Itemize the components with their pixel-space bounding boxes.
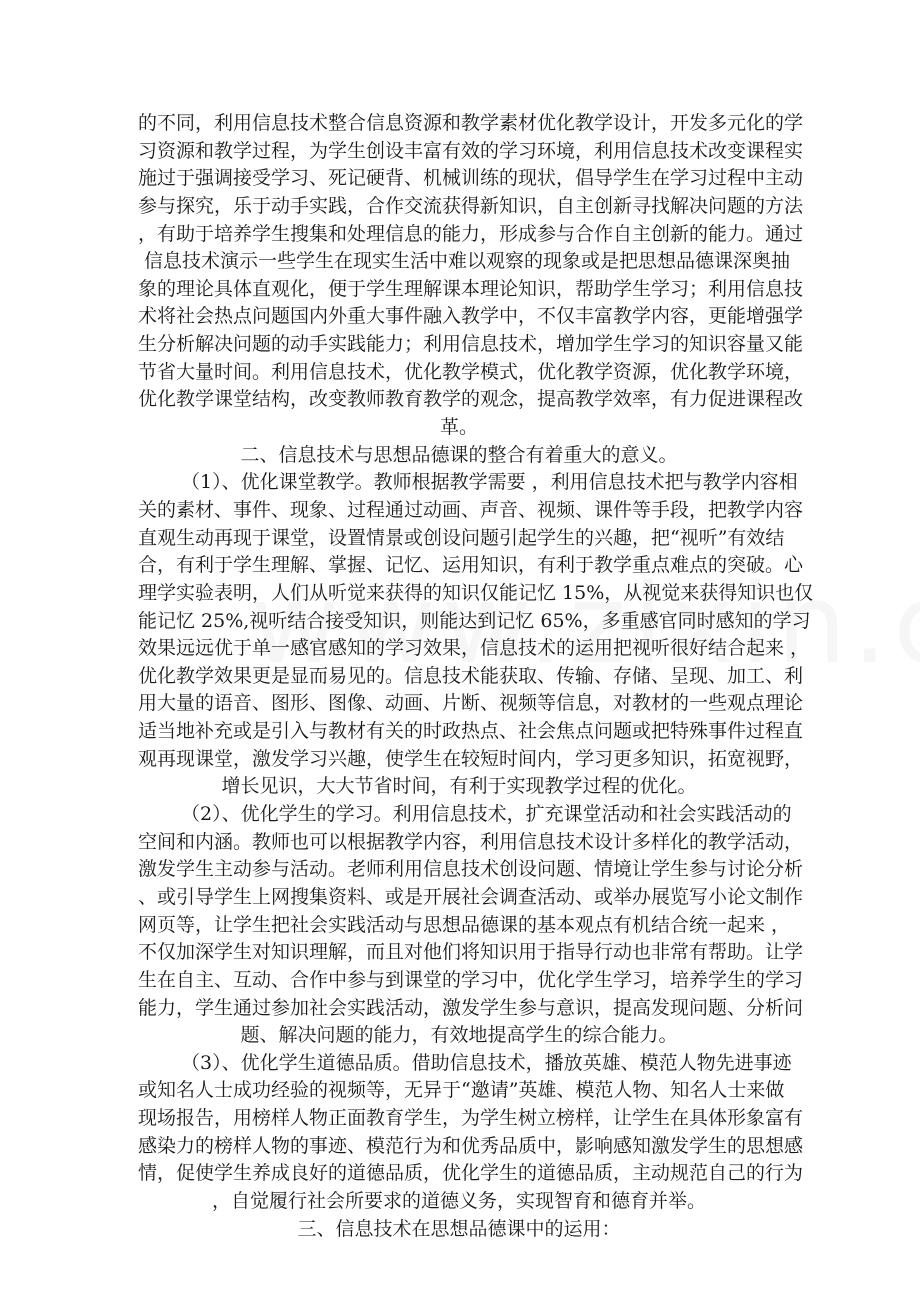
text-line: ，自觉履行社会所要求的道德义务，实现智育和德育并举。 <box>211 1189 706 1212</box>
text-line: 能记忆 25%,视听结合接受知识，则能达到记忆 65%，多重感官同时感知的学习 <box>138 609 811 632</box>
text-line: 增长见识，大大节省时间，有利于实现教学过程的优化。 <box>221 775 697 798</box>
text-line: 优化教学课堂结构，改变教师教育教学的观念，提高教学效率，有力促进课程改 <box>138 388 804 411</box>
text-line: 情，促使学生养成良好的道德品质，优化学生的道德品质，主动规范自己的行为 <box>138 1162 804 1185</box>
text-line: 现场报告，用榜样人物正面教育学生，为学生树立榜样，让学生在具体形象富有 <box>138 1107 804 1130</box>
document-body <box>138 110 814 1243</box>
text-line: 习资源和教学过程，为学生创设丰富有效的学习环境，利用信息技术改变课程实 <box>138 139 804 162</box>
text-line: 革。 <box>439 416 478 439</box>
text-line: 的不同，利用信息技术整合信息资源和教学素材优化教学设计，开发多元化的学 <box>138 112 804 134</box>
section-heading: 二、信息技术与思想品德课的整合有着重大的意义。 <box>240 443 678 466</box>
text-line: 生在自主、互动、合作中参与到课堂的学习中，优化学生学习，培养学生的学习 <box>138 968 804 991</box>
section-heading: 三、信息技术在思想品德课中的运用： <box>297 1217 621 1240</box>
text-line: 或知名人士成功经验的视频等，无异于“邀请”英雄、模范人物、知名人士来做 <box>138 1079 785 1102</box>
paragraph-start-line: （1）、优化课堂教学。教师根据教学需要 ，利用信息技术把与教学内容相 <box>181 471 798 494</box>
text-line: 不仅加深学生对知识理解，而且对他们将知识用于指导行动也非常有帮助。让学 <box>138 941 804 964</box>
text-line: 效果远远优于单一感官感知的学习效果，信息技术的运用把视听很好结合起来 ， <box>138 637 810 660</box>
text-line: 关的素材、事件、现象、过程通过动画、声音、视频、课件等手段，把教学内容 <box>138 498 804 521</box>
text-line: 生分析解决问题的动手实践能力；利用信息技术，增加学生学习的知识容量又能 <box>138 333 804 356</box>
paragraph-start-line: （2）、优化学生的学习。利用信息技术，扩充课堂活动和社会实践活动的 <box>181 803 792 826</box>
text-line: 合，有利于学生理解、掌握、记忆、运用知识，有利于教学重点难点的突破。心 <box>138 554 804 577</box>
text-line: 激发学生主动参与活动。老师利用信息技术创设问题、情境让学生参与讨论分析 <box>138 858 804 881</box>
text-line: ，有助于培养学生搜集和处理信息的能力，形成参与合作自主创新的能力。通过 <box>138 222 804 245</box>
text-line: 题、解决问题的能力，有效地提高学生的综合能力。 <box>240 1024 678 1047</box>
text-line: 优化教学效果更是显而易见的。信息技术能获取、传输、存储、呈现、加工、利 <box>138 664 804 687</box>
text-line: 适当地补充或是引入与教材有关的时政热点、社会焦点问题或把特殊事件过程直 <box>138 720 804 743</box>
text-line: 理学实验表明，人们从听觉来获得的知识仅能记忆 15%，从视觉来获得知识也仅 <box>138 581 814 604</box>
text-line: 象的理论具体直观化，便于学生理解课本理论知识，帮助学生学习；利用信息技 <box>138 277 804 300</box>
text-line: 施过于强调接受学习、死记硬背、机械训练的现状，倡导学生在学习过程中主动 <box>138 167 804 190</box>
text-line: 术将社会热点问题国内外重大事件融入教学中，不仅丰富教学内容，更能增强学 <box>138 305 804 328</box>
text-line: 观再现课堂，激发学习兴趣，使学生在较短时间内，学习更多知识，拓宽视野， <box>138 747 804 770</box>
text-line: 用大量的语音、图形、图像、动画、片断、视频等信息，对教材的一些观点理论 <box>138 692 804 715</box>
text-line: 空间和内涵。教师也可以根据教学内容，利用信息技术设计多样化的教学活动， <box>138 830 804 853</box>
text-line: 信息技术演示一些学生在现实生活中难以观察的现象或是把思想品德课深奥抽 <box>144 250 791 273</box>
text-line: 节省大量时间。利用信息技术，优化教学模式，优化教学资源，优化教学环境， <box>138 360 804 383</box>
text-line: 网页等，让学生把社会实践活动与思想品德课的基本观点有机结合统一起来 ， <box>138 913 791 936</box>
text-line: 参与探究，乐于动手实践，合作交流获得新知识，自主创新寻找解决问题的方法 <box>138 194 804 217</box>
text-line: 、或引导学生上网搜集资料、或是开展社会调查活动、或举办展览写小论文制作 <box>138 885 804 908</box>
text-line: 感染力的榜样人物的事迹、模范行为和优秀品质中，影响感知激发学生的思想感 <box>138 1134 804 1157</box>
text-line: 直观生动再现于课堂，设置情景或创设问题引起学生的兴趣，把“视听”有效结 <box>138 526 785 549</box>
paragraph-start-line: （3）、优化学生道德品质。借助信息技术，播放英雄、模范人物先进事迹 <box>181 1051 792 1074</box>
text-line: 能力，学生通过参加社会实践活动，激发学生参与意识，提高发现问题、分析问 <box>138 996 804 1019</box>
